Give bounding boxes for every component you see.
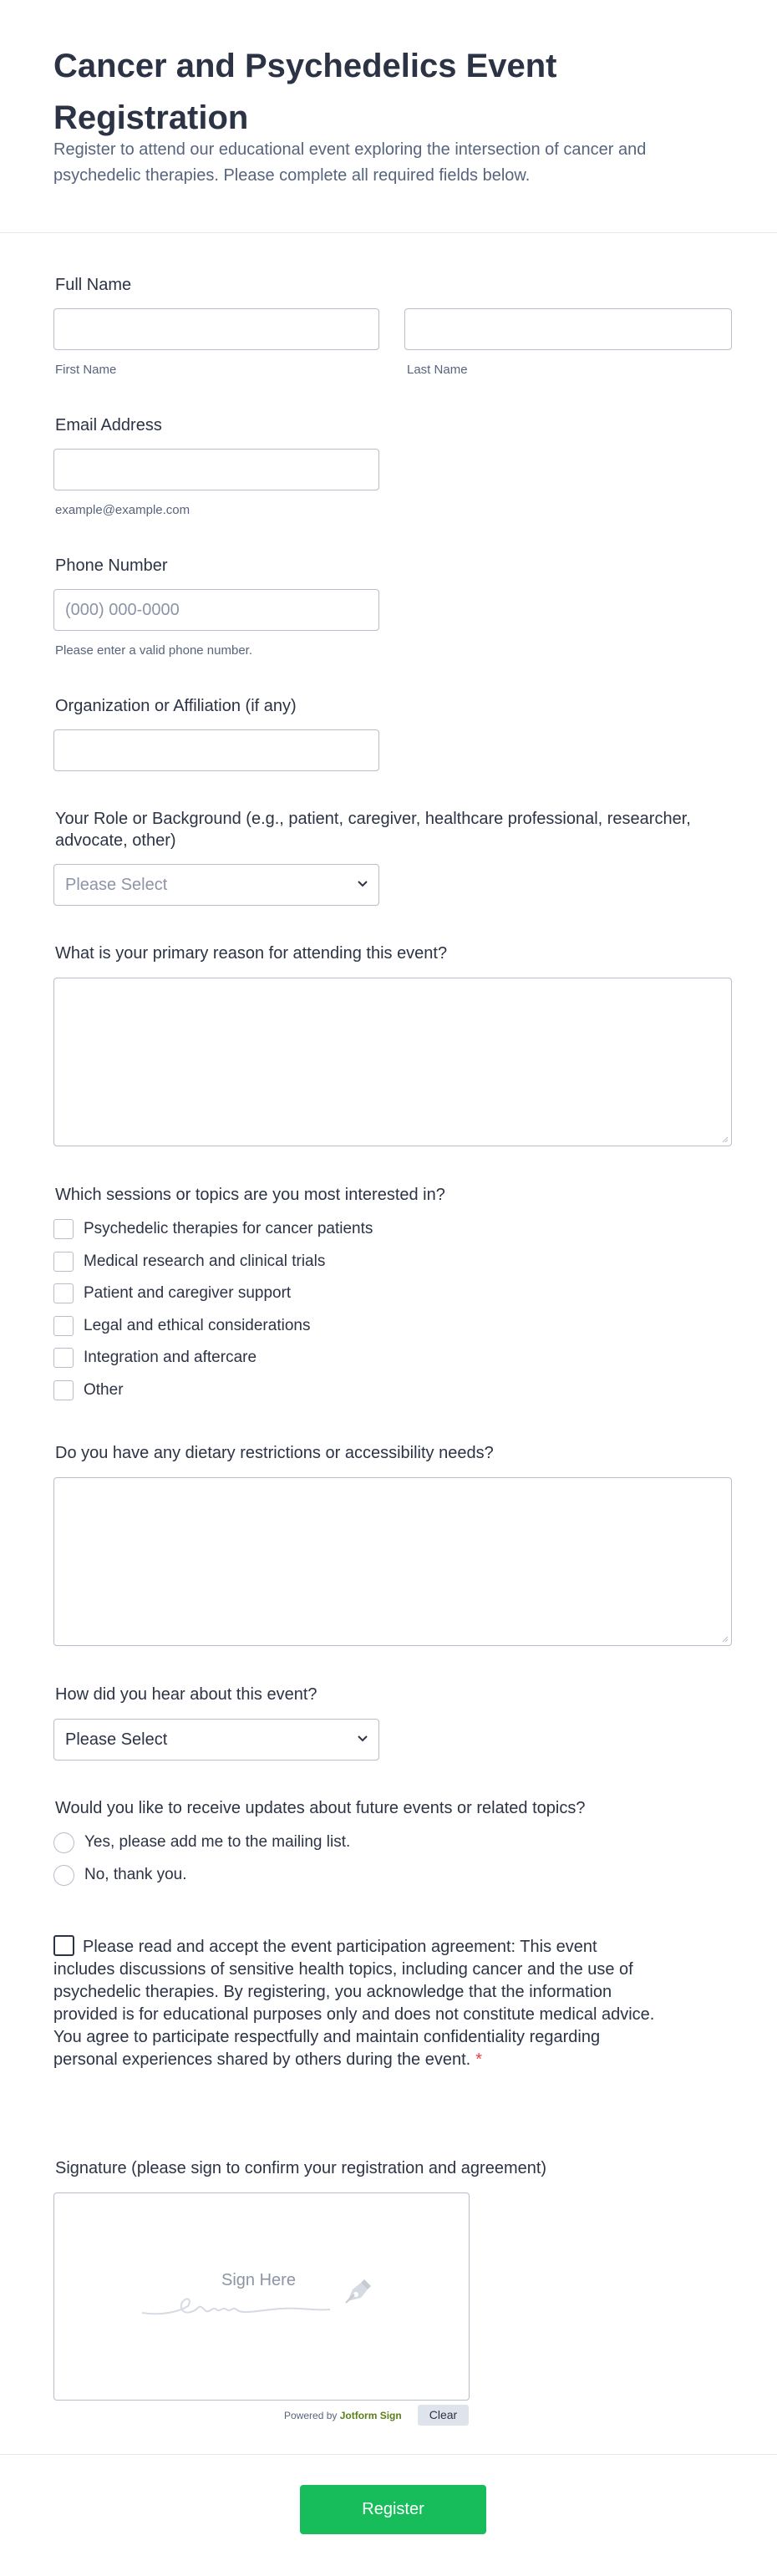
email-input[interactable] bbox=[53, 449, 379, 490]
email-sublabel: example@example.com bbox=[55, 503, 190, 517]
phone-label: Phone Number bbox=[55, 556, 168, 575]
jotform-sign-link[interactable]: Jotform Sign bbox=[339, 2410, 402, 2421]
full-name-label: Full Name bbox=[55, 276, 132, 294]
organization-label: Organization or Affiliation (if any) bbox=[55, 697, 297, 715]
radio-button[interactable] bbox=[53, 1865, 74, 1886]
heard-select-value: Please Select bbox=[65, 1730, 168, 1749]
chevron-down-icon bbox=[357, 880, 368, 888]
checkbox[interactable] bbox=[53, 1252, 74, 1272]
session-option[interactable] bbox=[53, 1315, 310, 1337]
heard-select[interactable] bbox=[53, 1719, 379, 1761]
role-label: Your Role or Background (e.g., patient, caregiver, healthcare professional, researcher, advocate, other) bbox=[55, 810, 691, 850]
chevron-down-icon bbox=[357, 1735, 368, 1743]
session-option[interactable] bbox=[53, 1251, 325, 1273]
session-option-label: Integration and aftercare bbox=[84, 1349, 257, 1366]
reason-label: What is your primary reason for attending this event? bbox=[55, 944, 448, 963]
checkbox[interactable] bbox=[53, 1316, 74, 1336]
last-name-sublabel: Last Name bbox=[407, 363, 468, 377]
dietary-textarea[interactable] bbox=[53, 1477, 732, 1646]
session-option[interactable] bbox=[53, 1218, 373, 1240]
heard-label: How did you hear about this event? bbox=[55, 1685, 317, 1704]
dietary-label: Do you have any dietary restrictions or accessibility needs? bbox=[55, 1444, 494, 1462]
role-select-value: Please Select bbox=[65, 876, 168, 894]
updates-label: Would you like to receive updates about future events or related topics? bbox=[55, 1799, 586, 1817]
form-header bbox=[0, 0, 777, 233]
session-option-label: Medical research and clinical trials bbox=[84, 1252, 326, 1270]
phone-sublabel: Please enter a valid phone number. bbox=[55, 643, 252, 658]
checkbox[interactable] bbox=[53, 1219, 74, 1239]
first-name-input[interactable] bbox=[53, 308, 379, 350]
session-option-label: Legal and ethical considerations bbox=[84, 1317, 311, 1334]
pen-icon bbox=[341, 2274, 374, 2308]
form-title: Cancer and Psychedelics Event Registration bbox=[53, 48, 557, 136]
signature-pad[interactable] bbox=[53, 2192, 470, 2401]
register-button[interactable]: Register bbox=[300, 2485, 486, 2534]
role-select[interactable] bbox=[53, 864, 379, 906]
required-mark: * bbox=[475, 2050, 482, 2069]
session-option[interactable] bbox=[53, 1347, 256, 1369]
signature-label: Signature (please sign to confirm your registration and agreement) bbox=[55, 2159, 547, 2177]
radio-button[interactable] bbox=[53, 1832, 74, 1853]
checkbox[interactable] bbox=[53, 1380, 74, 1400]
reason-textarea[interactable] bbox=[53, 978, 732, 1146]
session-option[interactable] bbox=[53, 1379, 124, 1401]
session-option[interactable] bbox=[53, 1283, 291, 1304]
phone-input[interactable]: (000) 000-0000 bbox=[53, 589, 379, 631]
powered-by bbox=[284, 2410, 402, 2421]
updates-option-label: Yes, please add me to the mailing list. bbox=[84, 1833, 351, 1851]
agreement-field bbox=[53, 1935, 655, 2071]
session-option-label: Psychedelic therapies for cancer patients bbox=[84, 1220, 373, 1237]
signature-placeholder: Sign Here bbox=[221, 2271, 296, 2289]
organization-input[interactable] bbox=[53, 729, 379, 771]
form-subtitle: Register to attend our educational event exploring the intersection of cancer and psychedelic therapies. Please complete all required fields below. bbox=[53, 140, 647, 185]
session-option-label: Patient and caregiver support bbox=[84, 1284, 292, 1302]
updates-option[interactable] bbox=[53, 1864, 187, 1886]
resize-handle-icon[interactable] bbox=[722, 1136, 729, 1143]
agreement-checkbox[interactable] bbox=[53, 1935, 74, 1956]
agreement-text: Please read and accept the event participation agreement: This event includes discussions of sensitive health topics, including cancer and the use of psychedelic therapies. By registering, you acknowledge that the information provided is for educational purposes only and does not constitute medical advice. You agree to participate respectfully and maintain confidentiality regarding personal experiences shared by others during the event. bbox=[53, 1938, 655, 2069]
powered-prefix: Powered by bbox=[284, 2410, 338, 2421]
session-option-label: Other bbox=[84, 1381, 124, 1399]
checkbox[interactable] bbox=[53, 1348, 74, 1368]
email-label: Email Address bbox=[55, 416, 162, 434]
sessions-label: Which sessions or topics are you most interested in? bbox=[55, 1186, 445, 1204]
first-name-sublabel: First Name bbox=[55, 363, 117, 377]
resize-handle-icon[interactable] bbox=[722, 1636, 729, 1643]
updates-option[interactable] bbox=[53, 1832, 350, 1853]
clear-signature-button[interactable]: Clear bbox=[418, 2405, 469, 2426]
last-name-input[interactable] bbox=[404, 308, 732, 350]
checkbox[interactable] bbox=[53, 1283, 74, 1303]
updates-option-label: No, thank you. bbox=[84, 1866, 187, 1883]
